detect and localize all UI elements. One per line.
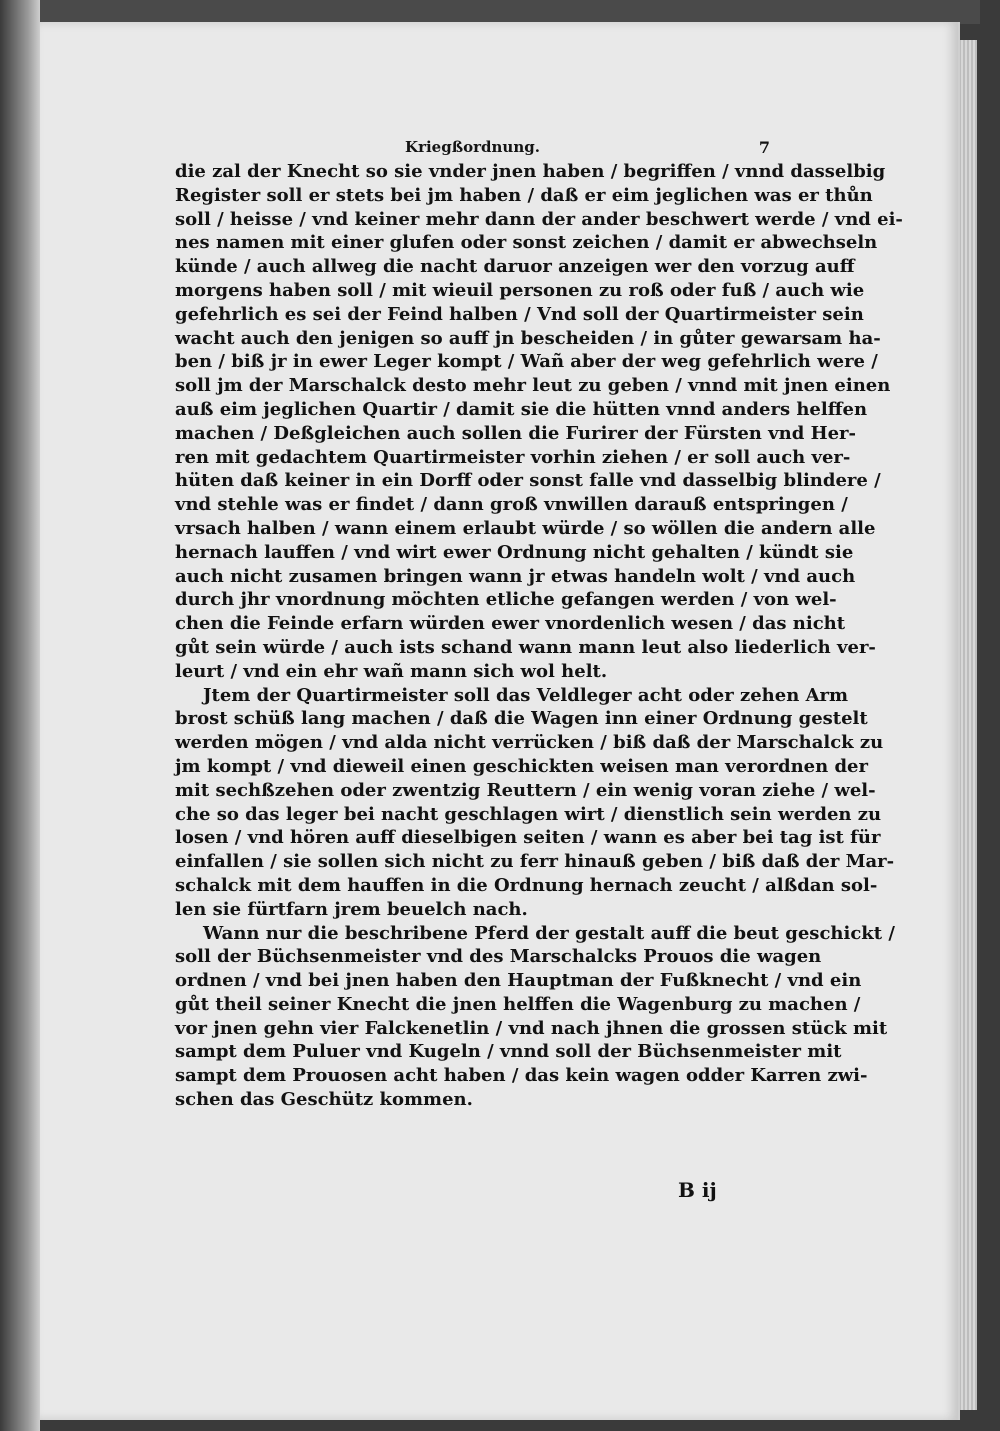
signature-mark: B ij [678,1178,717,1202]
page-edges [955,40,977,1410]
text-line: brost schüß lang machen / daß die Wagen inn einer Ordnung gestelt [175,708,868,730]
text-line: schalck mit dem hauffen in die Ordnung hernach zeucht / alßdan sol‑ [175,874,878,896]
text-line: che so das leger bei nacht geschlagen wirt / dienstlich sein werden zu [175,803,882,825]
text-line: soll / heisse / vnd keiner mehr dann der ander beschwert werde / vnd ei‑ [175,208,903,230]
text-line: gůt theil seiner Knecht die jnen helffen die Wagenburg zu machen / [175,993,861,1015]
text-line: werden mögen / vnd alda nicht verrücken / biß daß der Marschalck zu [175,732,884,754]
text-line: Jtem der Quartirmeister soll das Veldleger acht oder zehen Arm [203,684,849,706]
text-line: Wann nur die beschribene Pferd der gestalt auff die beut geschickt / [203,922,895,944]
text-line: chen die Feinde erfarn würden ewer vnordenlich wesen / das nicht [175,613,846,635]
text-line: die zal der Knecht so sie vnder jnen haben / begriffen / vnnd dasselbig [175,161,886,182]
text-line: morgens haben soll / mit wieuil personen zu roß oder fuß / auch wie [175,279,865,301]
text-line: len sie fürtfarn jrem beuelch nach. [175,898,528,920]
text-line: gůt sein würde / auch ists schand wann mann leut also liederlich ver‑ [175,636,876,658]
text-line: hüten daß keiner in ein Dorff oder sonst falle vnd dasselbig blindere / [175,470,881,492]
text-line: nes namen mit einer glufen oder sonst zeichen / damit er abwechseln [175,232,878,254]
paragraph [175,922,895,1112]
paragraph [175,684,895,922]
text-line: mit sechßzehen oder zwentzig Reuttern / ein wenig voran ziehe / wel‑ [175,779,876,801]
background-strip [40,0,980,24]
text-line: einfallen / sie sollen sich nicht zu ferr hinauß geben / biß daß der Mar‑ [175,851,895,873]
text-line: auch nicht zusamen bringen wann jr etwas handeln wolt / vnd auch [175,565,856,587]
text-line: jm kompt / vnd dieweil einen geschickten weisen man verordnen der [175,755,868,777]
text-line: soll der Büchsenmeister vnd des Marschalcks Prouos die wagen [175,946,822,968]
text-line: wacht auch den jenigen so auff jn bescheiden / in gůter gewarsam ha‑ [175,327,881,349]
text-line: sampt dem Prouosen acht haben / das kein wagen odder Karren zwi‑ [175,1065,868,1087]
text-line: künde / auch allweg die nacht daruor anzeigen wer den vorzug auff [175,256,855,278]
running-title: Kriegßordnung. [405,138,540,156]
paragraph [175,160,903,684]
text-line: hernach lauffen / vnd wirt ewer Ordnung nicht gehalten / kündt sie [175,541,854,563]
text-line: ben / biß jr in ewer Leger kompt / Wañ aber der weg gefehrlich were / [175,351,878,373]
text-line: ren mit gedachtem Quartirmeister vorhin ziehen / er soll auch ver‑ [175,446,851,468]
text-line: Register soll er stets bei jm haben / daß er eim jeglichen was er thůn [175,184,873,206]
text-line: sampt dem Puluer vnd Kugeln / vnnd soll der Büchsenmeister mit [175,1041,842,1063]
page-header [175,138,770,160]
main-text [175,160,903,1112]
text-line: soll jm der Marschalck desto mehr leut zu geben / vnnd mit jnen einen [175,375,891,397]
text-line: vor jnen gehn vier Falckenetlin / vnd nach jhnen die grossen stück mit [175,1017,888,1039]
text-line: gefehrlich es sei der Feind halben / Vnd soll der Quartirmeister sein [175,303,864,325]
text-line: ordnen / vnd bei jnen haben den Hauptman der Fußknecht / vnd ein [175,970,862,992]
text-line: leurt / vnd ein ehr wañ mann sich wol helt. [175,660,608,682]
text-line: auß eim jeglichen Quartir / damit sie die hütten vnnd anders helffen [175,398,868,420]
book-gutter [0,0,40,1431]
text-line: losen / vnd hören auff dieselbigen seiten / wann es aber bei tag ist für [175,827,881,849]
text-line: vnd stehle was er findet / dann groß vnwillen darauß entspringen / [175,494,848,516]
page-number: 7 [758,138,770,157]
text-line: durch jhr vnordnung möchten etliche gefangen werden / von wel‑ [175,589,837,611]
text-line: schen das Geschütz kommen. [175,1089,473,1111]
text-line: vrsach halben / wann einem erlaubt würde / so wöllen die andern alle [175,517,876,539]
text-line: machen / Deßgleichen auch sollen die Furirer der Fürsten vnd Her‑ [175,422,856,444]
